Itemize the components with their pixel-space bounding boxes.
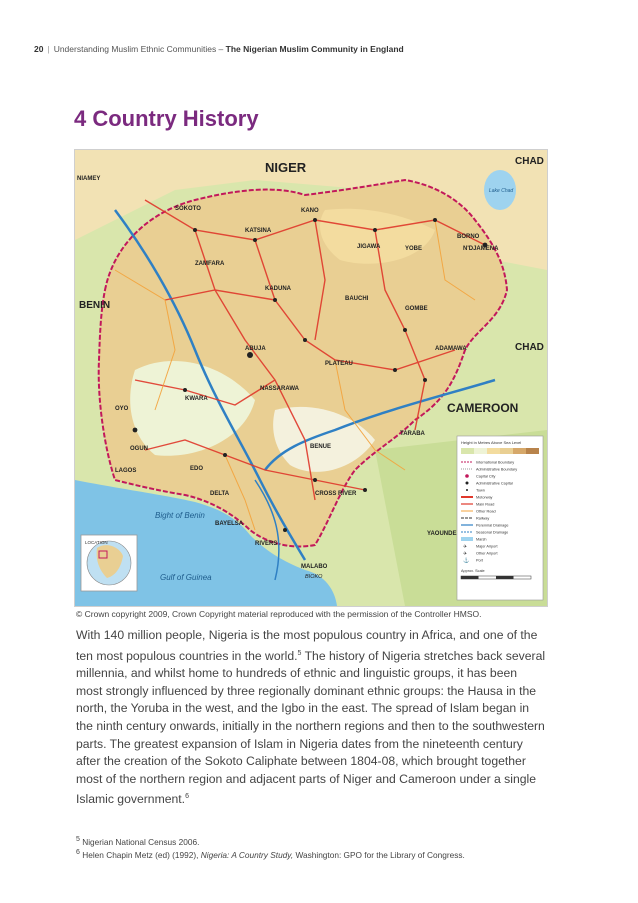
- svg-text:Seasonal Drainage: Seasonal Drainage: [476, 530, 509, 535]
- svg-text:NIAMEY: NIAMEY: [77, 176, 101, 182]
- footnote: $^5$ Nigerian National Census 2006.: [76, 836, 200, 847]
- svg-text:KWARA: KWARA: [185, 396, 208, 402]
- map-caption: © Crown copyright 2009, Crown Copyright material reproduced with the permission of the Controller HMSO.: [76, 609, 482, 619]
- svg-text:KADUNA: KADUNA: [265, 286, 291, 292]
- svg-text:Town: Town: [476, 488, 485, 493]
- svg-text:RIVERS: RIVERS: [255, 541, 278, 547]
- svg-text:Capital City: Capital City: [476, 474, 496, 479]
- svg-text:YOBE: YOBE: [405, 246, 423, 252]
- svg-text:N'DJAMENA: N'DJAMENA: [463, 246, 499, 252]
- nigeria-map: [74, 149, 548, 607]
- svg-text:⚓: ⚓: [463, 558, 470, 564]
- location-inset: [81, 535, 137, 591]
- svg-text:Other Road: Other Road: [476, 509, 496, 514]
- svg-text:Bight of Benin: Bight of Benin: [155, 511, 205, 520]
- map-label-country: BENIN: [79, 300, 111, 311]
- svg-text:MALABO: MALABO: [301, 564, 328, 570]
- svg-text:Main Road: Main Road: [476, 502, 495, 507]
- svg-text:EDO: EDO: [190, 466, 204, 472]
- svg-text:CROSS RIVER: CROSS RIVER: [315, 491, 357, 497]
- svg-text:BIOKO: BIOKO: [305, 574, 323, 580]
- svg-text:BAYELSA: BAYELSA: [215, 521, 244, 527]
- svg-text:✈: ✈: [463, 544, 468, 550]
- map-label-country: CHAD: [515, 156, 544, 167]
- svg-text:International Boundary: International Boundary: [476, 460, 515, 465]
- map-label-country: CHAD: [515, 342, 544, 353]
- section-title: 4 Country History: [74, 106, 259, 131]
- svg-text:Administrative Boundary: Administrative Boundary: [476, 467, 518, 472]
- svg-text:OGUN: OGUN: [130, 446, 148, 452]
- map-legend: [457, 436, 543, 600]
- svg-text:DELTA: DELTA: [210, 491, 230, 497]
- svg-text:YAOUNDE: YAOUNDE: [427, 531, 457, 537]
- footnote: $^6$ Helen Chapin Metz (ed) (1992), Nigeria: A Country Study, Washington: GPO for the Library of Congress.: [76, 849, 465, 860]
- running-header: [34, 44, 404, 54]
- svg-text:Motorway: Motorway: [476, 495, 493, 500]
- svg-text:Other Airport: Other Airport: [476, 551, 498, 556]
- svg-text:ABUJA: ABUJA: [245, 346, 266, 352]
- svg-text:BAUCHI: BAUCHI: [345, 296, 369, 302]
- svg-text:Lake Chad: Lake Chad: [489, 188, 514, 194]
- map-label-country: CAMEROON: [447, 401, 519, 415]
- svg-text:TARABA: TARABA: [400, 431, 425, 437]
- svg-text:Railway: Railway: [476, 516, 490, 521]
- svg-text:Major Airport: Major Airport: [476, 544, 498, 549]
- svg-text:Port: Port: [476, 558, 483, 563]
- svg-text:Approx. Scale: Approx. Scale: [461, 569, 485, 573]
- svg-text:SOKOTO: SOKOTO: [175, 206, 201, 212]
- header-report-title: The Nigerian Muslim Community in England: [225, 44, 404, 54]
- footnote-ref: 5: [297, 649, 302, 657]
- svg-text:ADAMAWA: ADAMAWA: [435, 346, 467, 352]
- body-paragraph: With 140 million people, Nigeria is the most populous country in Africa, and one of the ten most populous countries in the world.$^5$ The history of Nigeria stretches back several millennia, and whilst home to hundreds of ethnic and linguistic groups, it has been most strongly influenced by three regionally dominant ethnic groups: the Hausa in the north, the Yoruba in the west, and the Igbo in the east. The spread of Islam began in the ninth century onwards, initially in the northern regions and then to the southwestern parts. The greatest expansion of Islam in Nigeria dates from the nineteenth century after the creation of the Sokoto Caliphate between 1804-08, which brought together most of the northern region and adjacent parts of Niger and Cameroon under a single Islamic government.$^6$: [76, 628, 546, 807]
- svg-text:Administrative Capital: Administrative Capital: [476, 481, 513, 486]
- svg-text:Marsh: Marsh: [476, 537, 487, 542]
- map-label-country: NIGER: [265, 160, 307, 175]
- footnote-ref: 6: [185, 793, 189, 801]
- svg-text:PLATEAU: PLATEAU: [325, 361, 353, 367]
- svg-text:JIGAWA: JIGAWA: [357, 244, 381, 250]
- svg-text:ZAMFARA: ZAMFARA: [195, 261, 225, 267]
- svg-text:NASSARAWA: NASSARAWA: [260, 386, 300, 392]
- svg-text:LAGOS: LAGOS: [115, 468, 137, 474]
- svg-text:KANO: KANO: [301, 208, 319, 214]
- svg-text:BENUE: BENUE: [310, 444, 332, 450]
- svg-text:Height in Metres Above Sea Lev: Height in Metres Above Sea Level: [461, 440, 522, 445]
- inset-label: LOCATION: [85, 540, 108, 545]
- page-number: 20: [34, 44, 44, 54]
- svg-text:Gulf of Guinea: Gulf of Guinea: [160, 573, 212, 582]
- map-graphic: [75, 150, 547, 606]
- header-section: Understanding Muslim Ethnic Communities –: [53, 44, 224, 54]
- svg-text:GOMBE: GOMBE: [405, 306, 428, 312]
- svg-text:OYO: OYO: [115, 406, 129, 412]
- header-separator: |: [47, 44, 50, 54]
- svg-text:BORNO: BORNO: [457, 234, 480, 240]
- svg-text:Perennial Drainage: Perennial Drainage: [476, 523, 509, 528]
- svg-text:KATSINA: KATSINA: [245, 228, 272, 234]
- svg-text:✈: ✈: [463, 551, 468, 557]
